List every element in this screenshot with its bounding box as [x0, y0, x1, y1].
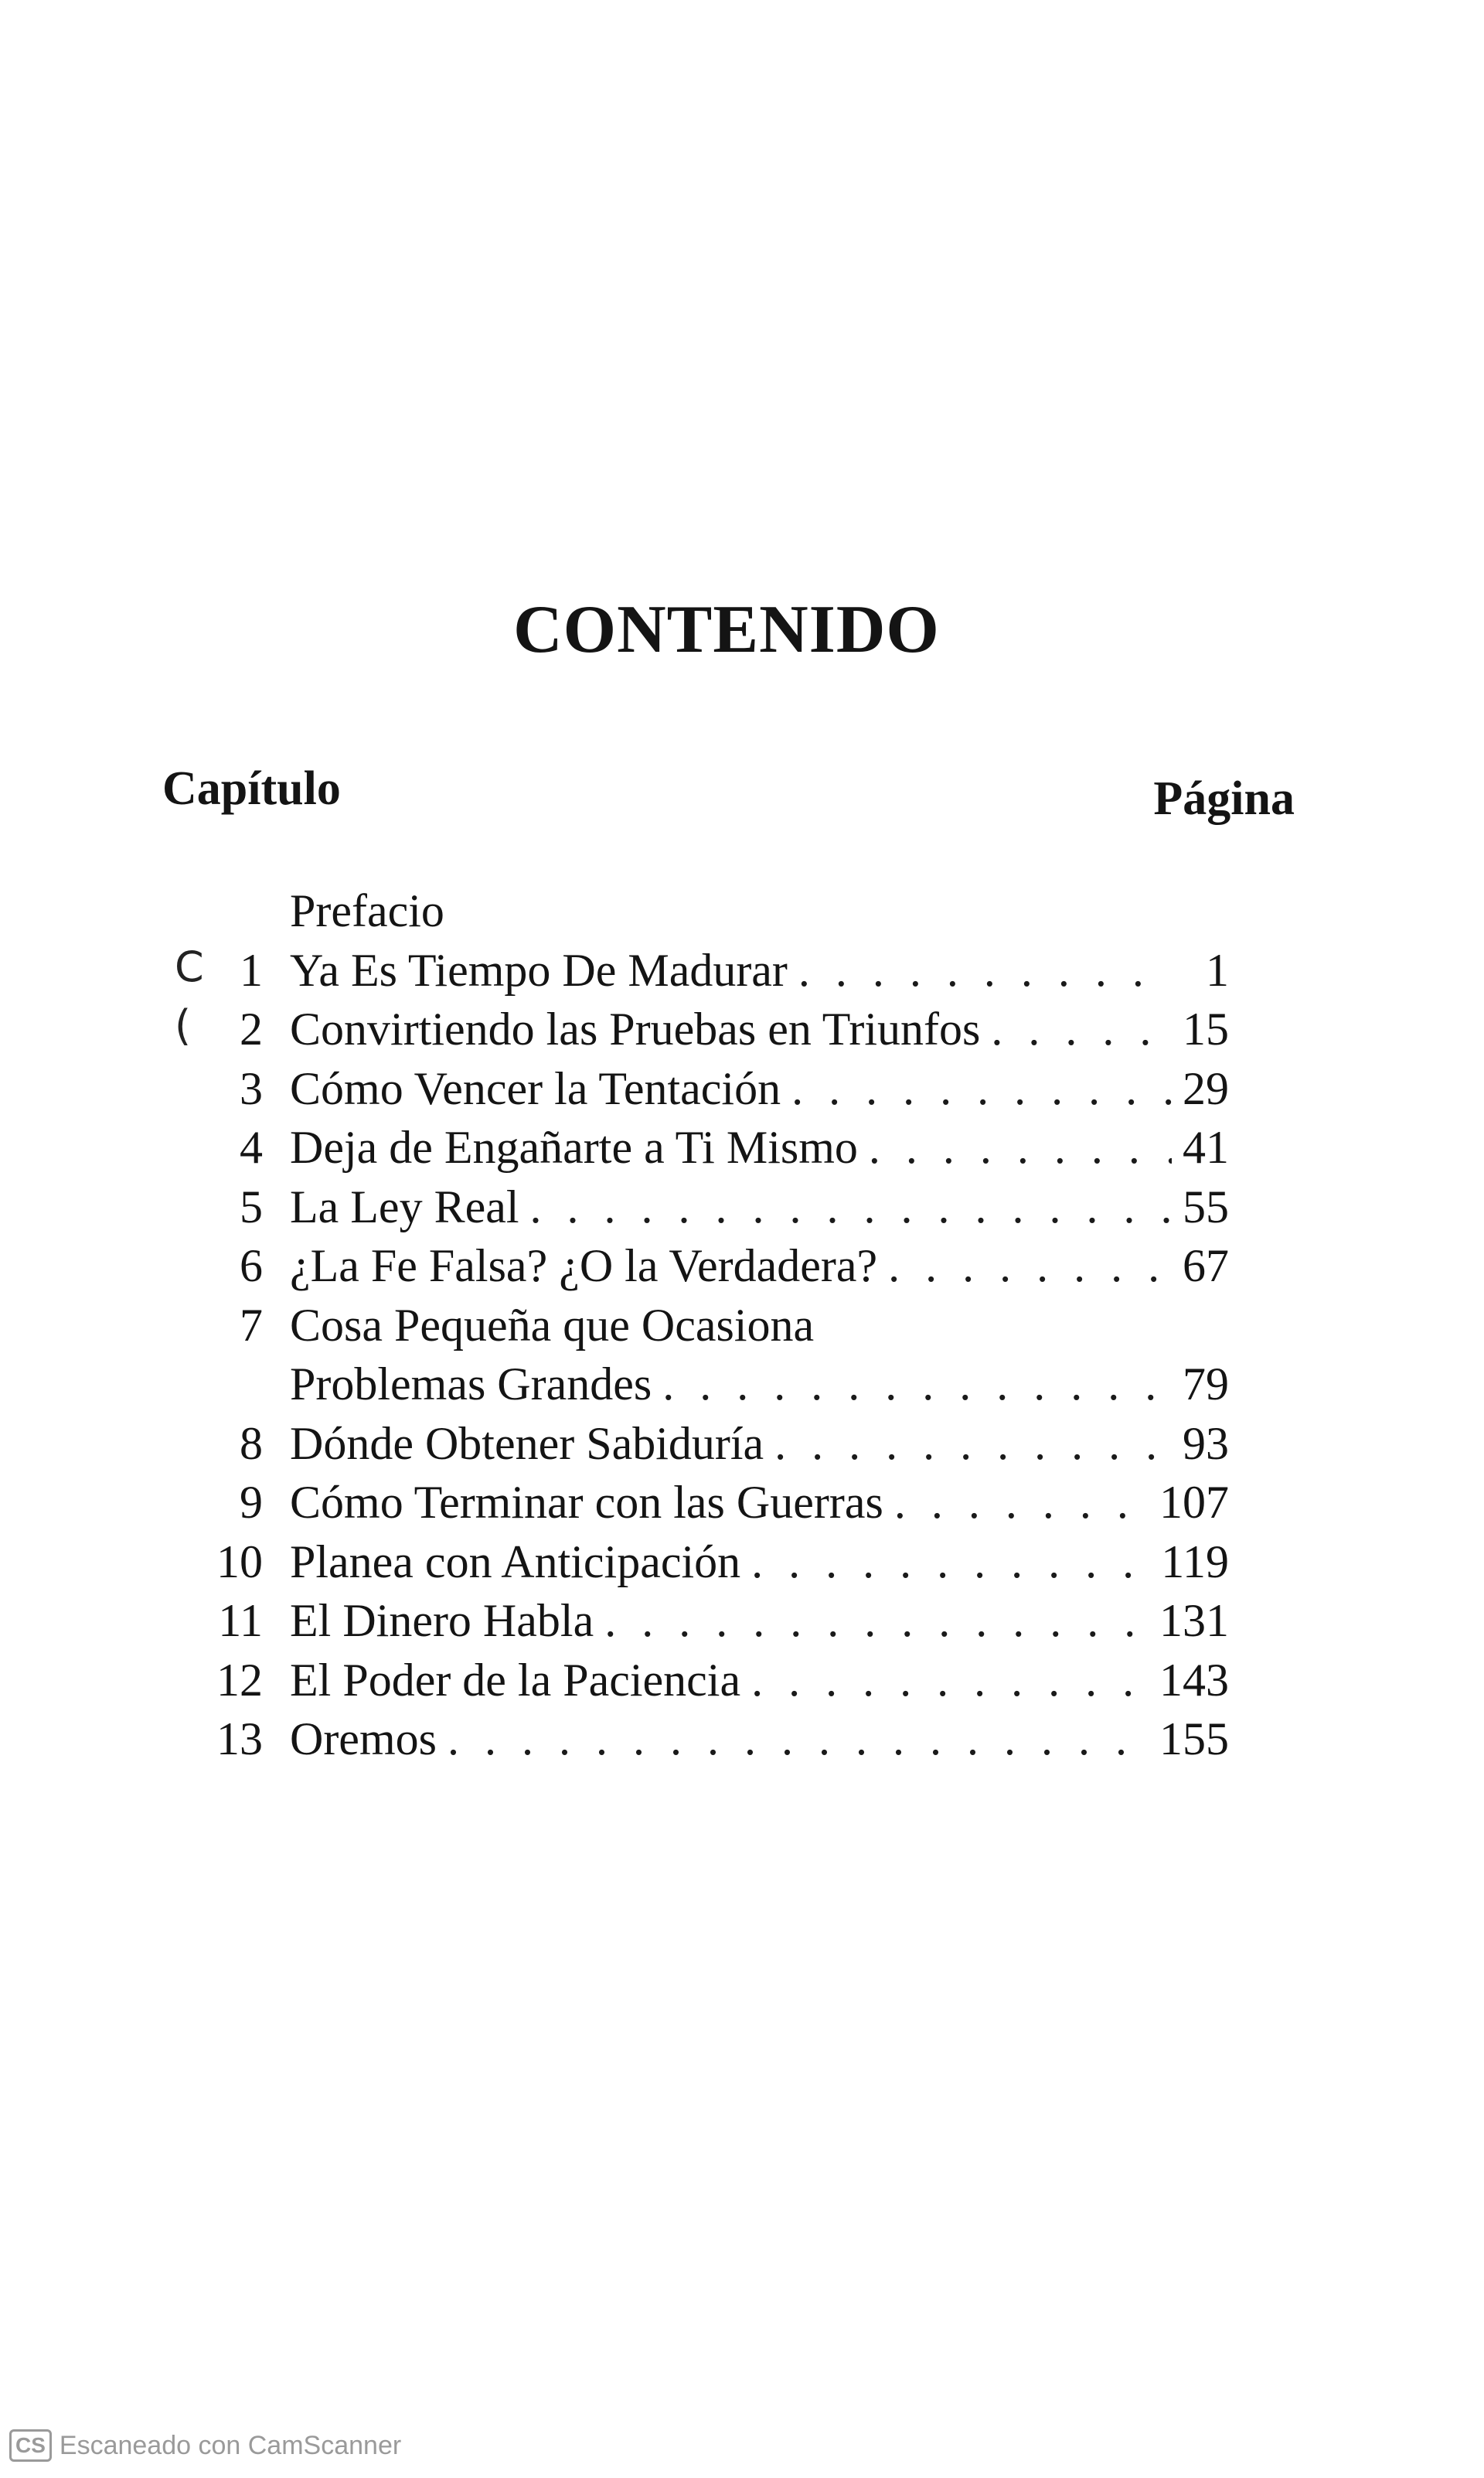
dot-leader [798, 941, 1172, 1000]
dot-leader [991, 1000, 1172, 1059]
table-of-contents [175, 881, 1229, 1769]
chapter-number: C 1 [186, 941, 263, 1000]
page-number: 143 [1159, 1654, 1229, 1706]
chapter-number: 12 [216, 1654, 263, 1706]
toc-row [186, 1118, 1229, 1178]
chapter-title: Oremos [290, 1713, 437, 1764]
handwritten-mark: C [175, 942, 204, 991]
handwritten-mark: ( [175, 1001, 192, 1050]
chapter-number: 8 [240, 1417, 263, 1469]
page-number: 119 [1161, 1536, 1229, 1587]
watermark-text: Escaneado con CamScanner [59, 2430, 402, 2460]
chapter-number: 5 [240, 1181, 263, 1232]
dot-leader [894, 1473, 1149, 1532]
chapter-title: Cómo Terminar con las Guerras [290, 1477, 883, 1528]
page-number: 1 [1206, 944, 1229, 996]
dot-leader [751, 1532, 1150, 1592]
toc-row [186, 1355, 1229, 1414]
page-number: 67 [1183, 1240, 1229, 1291]
page-number: 107 [1159, 1477, 1229, 1528]
toc-row [175, 941, 1229, 1000]
toc-row [186, 1473, 1229, 1532]
page-number: 41 [1183, 1122, 1229, 1173]
page-number: 55 [1183, 1181, 1229, 1232]
chapter-number: 9 [240, 1477, 263, 1528]
page-number: 15 [1183, 1004, 1229, 1055]
toc-row [186, 1591, 1229, 1651]
chapter-title: El Poder de la Paciencia [290, 1654, 741, 1706]
toc-row [186, 1236, 1229, 1296]
chapter-title: Problemas Grandes [290, 1358, 652, 1409]
chapter-title: Cosa Pequeña que Ocasiona [290, 1299, 815, 1351]
chapter-title: La Ley Real [290, 1181, 519, 1232]
toc-row [186, 881, 1229, 941]
page-number: 79 [1183, 1358, 1229, 1409]
chapter-column-header: Capítulo [162, 762, 341, 815]
dot-leader [448, 1709, 1149, 1769]
toc-row [186, 1414, 1229, 1474]
scanner-watermark [9, 2429, 401, 2462]
chapter-title: Dónde Obtener Sabiduría [290, 1417, 764, 1469]
chapter-number: 3 [240, 1062, 263, 1114]
page-title: CONTENIDO [513, 591, 940, 667]
chapter-number: 13 [216, 1713, 263, 1764]
page-number: 93 [1183, 1417, 1229, 1469]
dot-leader [888, 1236, 1172, 1296]
chapter-number: 10 [216, 1536, 263, 1587]
page-number: 29 [1183, 1062, 1229, 1114]
chapter-number: 4 [240, 1122, 263, 1173]
chapter-title: Ya Es Tiempo De Madurar [290, 944, 788, 996]
dot-leader [604, 1591, 1149, 1651]
chapter-title: ¿La Fe Falsa? ¿O la Verdadera? [290, 1240, 878, 1291]
dot-leader [791, 1059, 1172, 1119]
toc-row [186, 1059, 1229, 1119]
chapter-number: ( 2 [186, 1000, 263, 1059]
dot-leader [530, 1178, 1172, 1237]
chapter-title: Deja de Engañarte a Ti Mismo [290, 1122, 858, 1173]
chapter-title: Prefacio [290, 885, 444, 936]
chapter-number: 7 [240, 1299, 263, 1351]
chapter-title: Planea con Anticipación [290, 1536, 741, 1587]
dot-leader [774, 1414, 1172, 1474]
dot-leader [751, 1651, 1149, 1710]
dot-leader [869, 1118, 1172, 1178]
toc-row [186, 1178, 1229, 1237]
toc-row [175, 1000, 1229, 1059]
toc-row [186, 1709, 1229, 1769]
toc-row [186, 1532, 1229, 1592]
chapter-number: 11 [218, 1595, 263, 1646]
chapter-number: 6 [240, 1240, 263, 1291]
page-number: 131 [1159, 1595, 1229, 1646]
page-column-header: Página [1153, 772, 1295, 825]
toc-row [186, 1651, 1229, 1710]
camscanner-logo-icon: CS [9, 2429, 52, 2462]
page-number: 155 [1159, 1713, 1229, 1764]
dot-leader [662, 1355, 1172, 1414]
chapter-title: El Dinero Habla [290, 1595, 594, 1646]
toc-row [186, 1296, 1229, 1355]
chapter-title: Convirtiendo las Pruebas en Triunfos [290, 1004, 981, 1055]
chapter-title: Cómo Vencer la Tentación [290, 1062, 781, 1114]
